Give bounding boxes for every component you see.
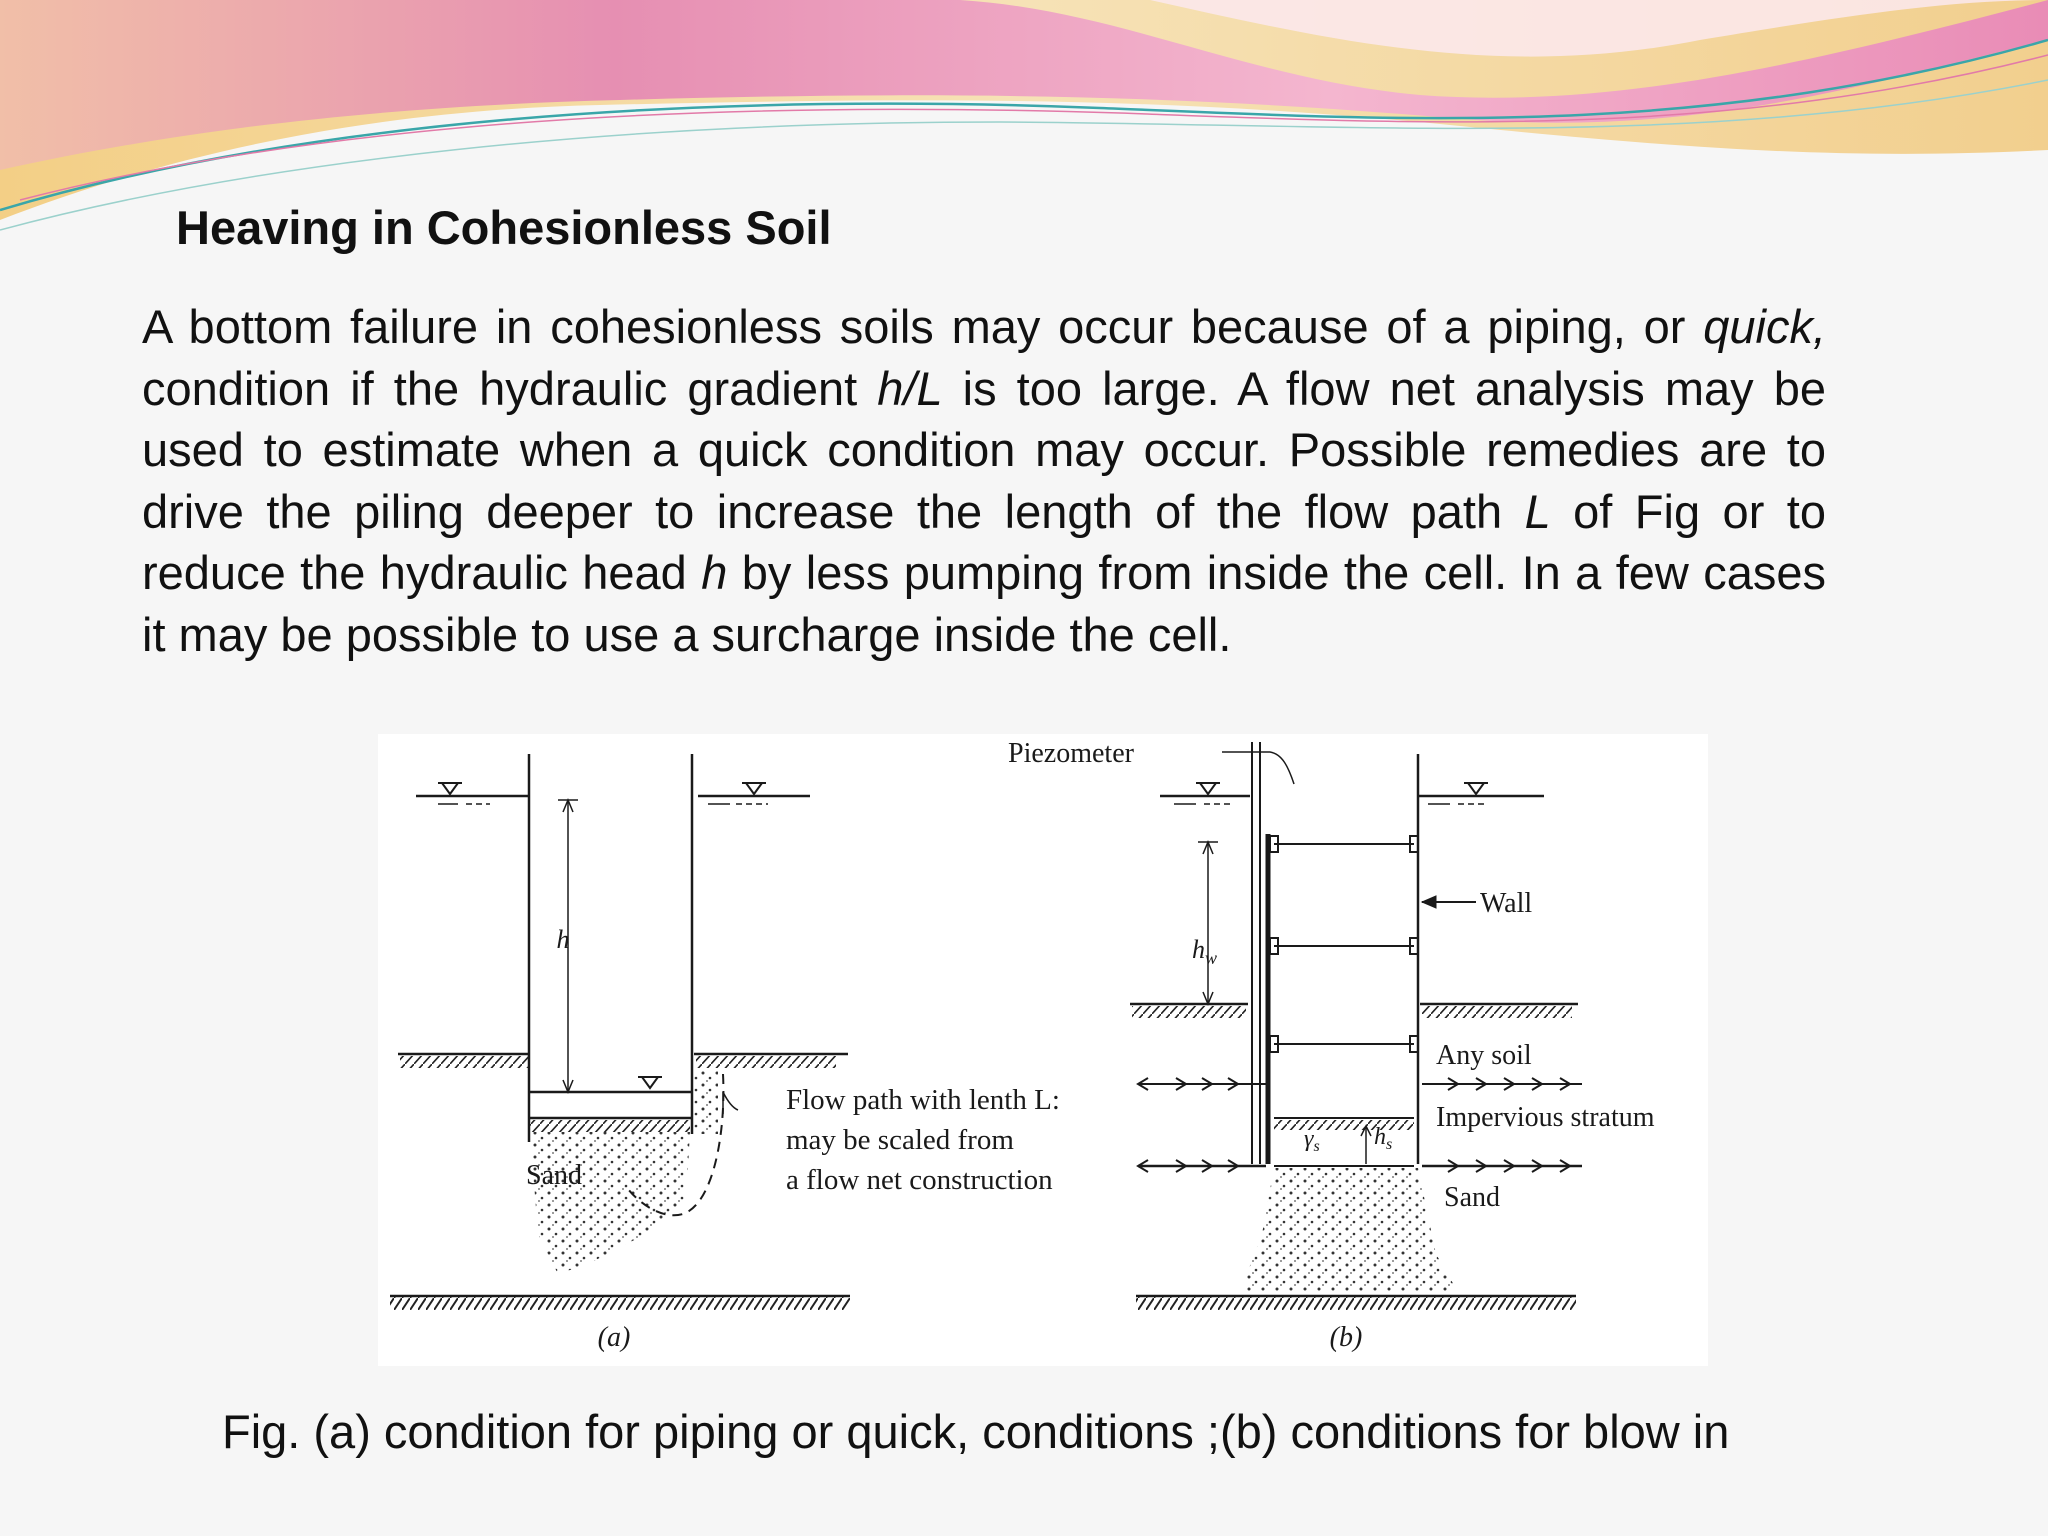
piezometer-label: Piezometer <box>1008 738 1134 769</box>
panel-b <box>1130 742 1582 1310</box>
annotation-line-2: may be scaled from <box>786 1124 1014 1156</box>
para-italic-h-over-l: h/L <box>877 361 943 415</box>
para-text-3: is too large. A flow net analysis may be used to estimate when a quick condition may occur. Possible remedies are to drive the piling deeper to increase the length of the flow path <box>142 361 1826 538</box>
panel-b-label: (b) <box>1329 1322 1363 1353</box>
hs-label-h: h <box>1374 1124 1386 1150</box>
annotation-line-3: a flow net construction <box>786 1164 1053 1196</box>
para-italic-h: h <box>701 546 728 599</box>
gamma-s-label <box>1304 1126 1320 1155</box>
para-text-2: condition if the hydraulic gradient <box>142 361 878 415</box>
body-paragraph <box>142 296 1826 665</box>
para-text-5: by less pumping from inside the cell. In a few cases it may be possible to use a surcharge inside the cell. <box>142 546 1826 661</box>
para-text-4: of Fig or to reduce the hydraulic head <box>142 484 1826 599</box>
para-italic-l: L <box>1524 484 1551 538</box>
hw-label <box>1192 935 1217 968</box>
panel-a-sand-label: Sand <box>526 1160 582 1191</box>
gamma-sub: s <box>1313 1138 1320 1155</box>
gamma-label: γ <box>1304 1126 1314 1152</box>
hs-label-sub: s <box>1386 1136 1393 1153</box>
panel-a-h-label: h <box>556 925 570 954</box>
panel-b-sand-label: Sand <box>1444 1182 1500 1213</box>
impervious-stratum-label: Impervious stratum <box>1436 1102 1655 1133</box>
annotation-line-1: Flow path with lenth L: <box>786 1084 1060 1116</box>
hw-label-sub: w <box>1205 948 1218 968</box>
panel-a <box>390 754 850 1310</box>
panel-a-label: (a) <box>597 1322 631 1353</box>
para-text-1: A bottom failure in cohesionless soils may occur because of a piping, or <box>142 300 1704 353</box>
para-italic-quick: quick, <box>1703 300 1826 353</box>
hw-label-h: h <box>1192 935 1205 964</box>
figure-caption: Fig. (a) condition for piping or quick, conditions ;(b) conditions for blow in <box>222 1405 1730 1458</box>
figure-diagram <box>378 734 1708 1366</box>
wall-label: Wall <box>1480 888 1533 919</box>
slide-title: Heaving in Cohesionless Soil <box>176 201 832 254</box>
any-soil-label: Any soil <box>1436 1040 1532 1071</box>
